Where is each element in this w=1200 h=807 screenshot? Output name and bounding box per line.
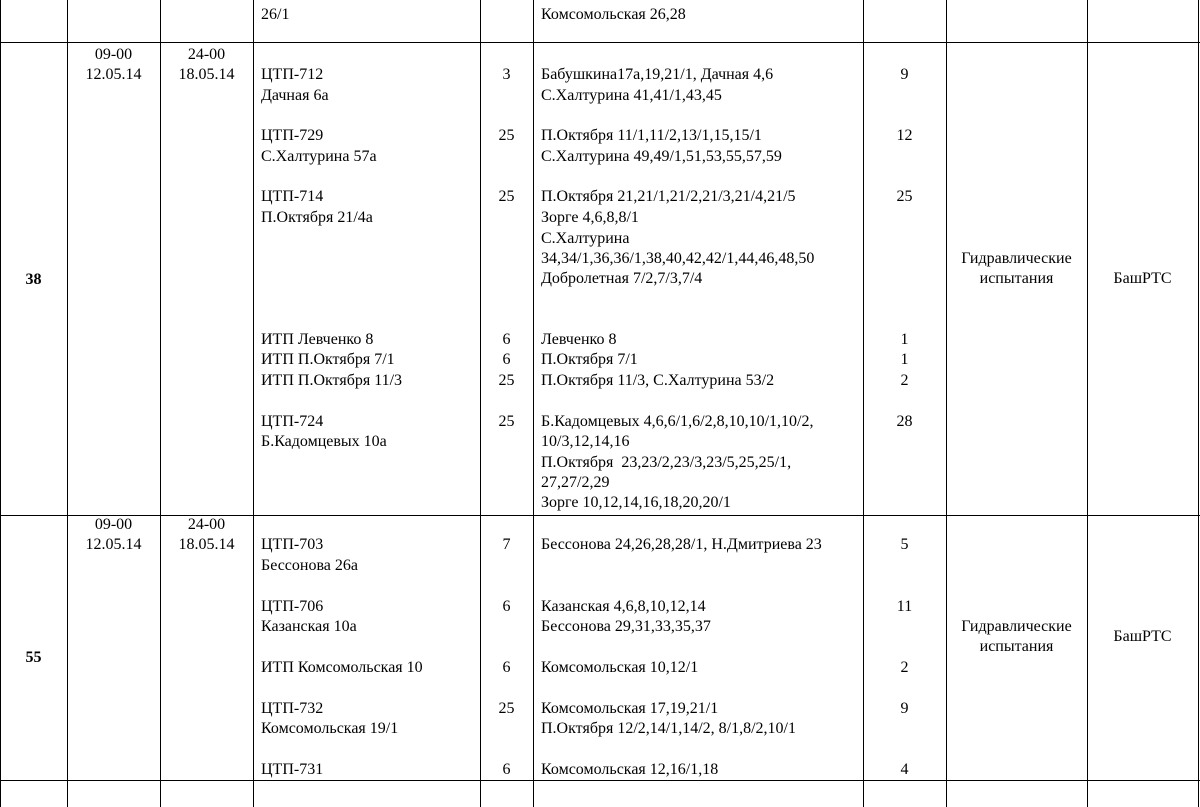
affected-addresses: С.Халтурина <box>541 230 630 247</box>
row-divider <box>0 780 1200 781</box>
column-divider <box>253 0 254 807</box>
substation-continued: 26/1 <box>261 6 290 23</box>
substation-count: 6 <box>502 598 511 615</box>
substation-count: 25 <box>498 127 515 144</box>
affected-addresses: П.Октября 12/2,14/1,14/2, 8/1,8/2,10/1 <box>541 720 796 737</box>
substation-name: ЦТП-724 <box>261 413 324 430</box>
substation-name: ЦТП-706 <box>261 598 324 615</box>
affected-addresses: Комсомольская 12,16/1,18 <box>541 761 719 778</box>
affected-addresses: Б.Кадомцевых 4,6,6/1,6/2,8,10,10/1,10/2, <box>541 413 814 430</box>
substation-name: ЦТП-732 <box>261 700 324 717</box>
substation-count: 6 <box>502 331 511 348</box>
column-divider <box>160 0 161 807</box>
start-date: 12.05.14 <box>85 66 142 83</box>
end-date: 18.05.14 <box>178 66 235 83</box>
affected-addresses: Добролетная 7/2,7/3,7/4 <box>541 270 703 287</box>
affected-addresses: Зорге 4,6,8,8/1 <box>541 209 639 226</box>
substation-name: ЦТП-714 <box>261 188 324 205</box>
affected-addresses: Казанская 4,6,8,10,12,14 <box>541 598 706 615</box>
affected-addresses: 10/3,12,14,16 <box>541 433 630 450</box>
affected-addresses: Бессонова 24,26,28,28/1, Н.Дмитриева 23 <box>541 536 822 553</box>
column-divider <box>1087 0 1088 807</box>
houses-count: 11 <box>896 598 913 615</box>
column-divider <box>480 0 481 807</box>
addresses-continued: Комсомольская 26,28 <box>541 6 686 23</box>
affected-addresses: Левченко 8 <box>541 331 617 348</box>
affected-addresses: 34,34/1,36,36/1,38,40,42,42/1,44,46,48,50 <box>541 250 815 267</box>
substation-address: Бессонова 26а <box>261 557 358 574</box>
affected-addresses: Комсомольская 17,19,21/1 <box>541 700 719 717</box>
houses-count: 1 <box>900 331 909 348</box>
end-date: 18.05.14 <box>178 536 235 553</box>
affected-addresses: Бессонова 29,31,33,35,37 <box>541 618 711 635</box>
substation-name: ИТП П.Октября 7/1 <box>261 351 395 368</box>
substation-address: Казанская 10а <box>261 618 357 635</box>
houses-count: 2 <box>900 659 909 676</box>
substation-address: Б.Кадомцевых 10а <box>261 433 387 450</box>
affected-addresses: Комсомольская 10,12/1 <box>541 659 699 676</box>
substation-count: 6 <box>502 351 511 368</box>
row-number: 55 <box>25 649 42 666</box>
work-type: испытания <box>979 638 1054 655</box>
houses-count: 2 <box>900 372 909 389</box>
affected-addresses: Зорге 10,12,14,16,18,20,20/1 <box>541 494 731 511</box>
start-time: 09-00 <box>94 516 133 533</box>
column-divider <box>533 0 534 807</box>
houses-count: 25 <box>896 188 913 205</box>
houses-count: 12 <box>896 127 913 144</box>
houses-count: 5 <box>900 536 909 553</box>
substation-name: ЦТП-731 <box>261 761 324 778</box>
work-type: Гидравлические <box>961 250 1072 267</box>
substation-address: П.Октября 21/4а <box>261 209 373 226</box>
affected-addresses: С.Халтурина 49,49/1,51,53,55,57,59 <box>541 148 782 165</box>
affected-addresses: П.Октября 11/1,11/2,13/1,15,15/1 <box>541 127 762 144</box>
substation-name: ИТП Комсомольская 10 <box>261 659 423 676</box>
column-divider <box>1198 0 1199 807</box>
substation-name: ЦТП-729 <box>261 127 324 144</box>
affected-addresses: П.Октября 11/3, С.Халтурина 53/2 <box>541 372 775 389</box>
substation-count: 25 <box>498 413 515 430</box>
houses-count: 9 <box>900 700 909 717</box>
work-type: Гидравлические <box>961 618 1072 635</box>
column-divider <box>863 0 864 807</box>
substation-name: ИТП Левченко 8 <box>261 331 374 348</box>
end-time: 24-00 <box>187 516 226 533</box>
row-number: 38 <box>25 271 42 288</box>
substation-address: С.Халтурина 57а <box>261 148 377 165</box>
affected-addresses: П.Октября 23,23/2,23/3,23/5,25,25/1, <box>541 454 792 471</box>
substation-count: 6 <box>502 659 511 676</box>
organization: БашРТС <box>1113 628 1172 645</box>
houses-count: 28 <box>896 413 913 430</box>
substation-count: 25 <box>498 188 515 205</box>
affected-addresses: П.Октября 21,21/1,21/2,21/3,21/4,21/5 <box>541 188 796 205</box>
end-time: 24-00 <box>187 46 226 63</box>
affected-addresses: С.Халтурина 41,41/1,43,45 <box>541 87 722 104</box>
substation-name: ЦТП-712 <box>261 66 324 83</box>
substation-count: 25 <box>498 700 515 717</box>
substation-count: 25 <box>498 372 515 389</box>
houses-count: 1 <box>900 351 909 368</box>
substation-address: Дачная 6а <box>261 87 329 104</box>
row-divider <box>0 42 1200 43</box>
affected-addresses: П.Октября 7/1 <box>541 351 638 368</box>
affected-addresses: Бабушкина17а,19,21/1, Дачная 4,6 <box>541 66 774 83</box>
substation-address: Комсомольская 19/1 <box>261 720 399 737</box>
start-time: 09-00 <box>94 46 133 63</box>
start-date: 12.05.14 <box>85 536 142 553</box>
work-type: испытания <box>979 270 1054 287</box>
affected-addresses: 27,27/2,29 <box>541 474 610 491</box>
organization: БашРТС <box>1113 270 1172 287</box>
column-divider <box>67 0 68 807</box>
substation-name: ИТП П.Октября 11/3 <box>261 372 403 389</box>
substation-count: 7 <box>502 536 511 553</box>
houses-count: 4 <box>900 761 909 778</box>
column-divider <box>0 0 1 807</box>
substation-name: ЦТП-703 <box>261 536 324 553</box>
houses-count: 9 <box>900 66 909 83</box>
substation-count: 6 <box>502 761 511 778</box>
substation-count: 3 <box>502 66 511 83</box>
column-divider <box>946 0 947 807</box>
